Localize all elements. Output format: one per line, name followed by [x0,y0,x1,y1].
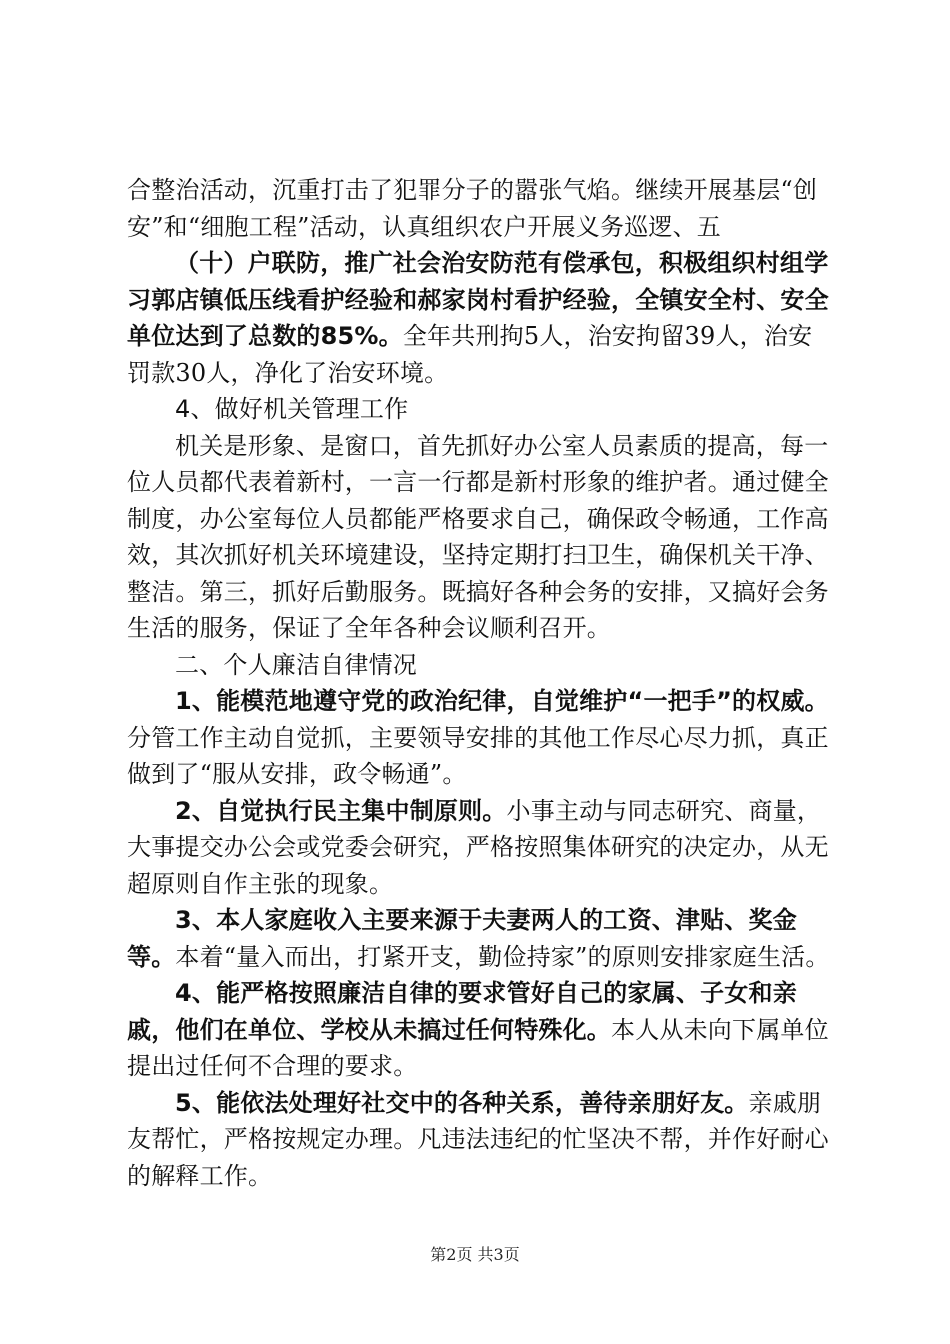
paragraph-text: 本人从未向下属单位提出过任何不合理的要求。 [127,1015,829,1080]
paragraph-bold-text: 5、能依法处理好社交中的各种关系，善待亲朋好友。 [175,1088,749,1117]
paragraph-text: 分管工作主动自觉抓，主要领导安排的其他工作尽心尽力抓，真正做到了“服从安排，政令畅通”。 [127,723,829,788]
paragraph-item-5 [127,1085,832,1195]
paragraph-item-1 [127,683,832,793]
paragraph-text: 机关是形象、是窗口，首先抓好办公室人员素质的提高，每一位人员都代表着新村，一言一行都是新村形象的维护者。通过健全制度，办公室每位人员都能严格要求自己，确保政令畅通，工作高效，其次抓好机关环境建设，坚持定期打扫卫生，确保机关干净、整洁。第三，抓好后勤服务。既搞好各种会务的安排，又搞好会务生活的服务，保证了全年各种会议顺利召开。 [127,431,829,642]
paragraph-bold-text: （十）户联防，推广社会治安防范有偿承包，积极组织村组学习郭店镇低压线看护经验和郝家岗村看护经验，全镇安全村、安全单位达到了总数的85%。 [127,249,829,350]
section-heading-integrity: 二、个人廉洁自律情况 [175,650,417,679]
paragraph-text: 亲戚朋友帮忙，严格按规定办理。凡违法违纪的忙坚决不帮，并作好耐心的解释工作。 [127,1088,829,1190]
section-heading-office-management: 4、做好机关管理工作 [175,395,409,423]
paragraph-bold-text: 3、本人家庭收入主要来源于夫妻两人的工资、津贴、奖金等。 [127,906,797,971]
paragraph-item-2 [127,793,832,903]
paragraph-bold-text: 1、能模范地遵守党的政治纪律，自觉维护“一把手”的权威。 [175,687,829,715]
page-footer: 第2页 共3页 [430,1245,520,1264]
paragraph-text: 全年共刑拘5人，治安拘留39人，治安罚款30人，净化了治安环境。 [127,322,813,387]
paragraph-joint-defense [127,245,832,391]
paragraph-continuation [127,172,832,245]
paragraph-bold-text: 4、能严格按照廉洁自律的要求管好自己的家属、子女和亲戚，他们在单位、学校从未搞过任何特殊化。 [127,979,797,1044]
paragraph-office-management [127,428,832,647]
paragraph-text: 本着“量入而出，打紧开支，勤俭持家”的原则安排家庭生活。 [175,942,830,971]
paragraph-item-4 [127,975,832,1085]
document-body [127,172,832,1194]
paragraph-item-3 [127,902,832,975]
paragraph-bold-text: 2、自觉执行民主集中制原则。 [175,796,507,825]
paragraph-text: 小事主动与同志研究、商量，大事提交办公会或党委会研究，严格按照集体研究的决定办，从无超原则自作主张的现象。 [127,796,829,898]
paragraph-text: 合整治活动，沉重打击了犯罪分子的嚣张气焰。继续开展基层“创安”和“细胞工程”活动，认真组织农户开展义务巡逻、五 [127,176,818,241]
